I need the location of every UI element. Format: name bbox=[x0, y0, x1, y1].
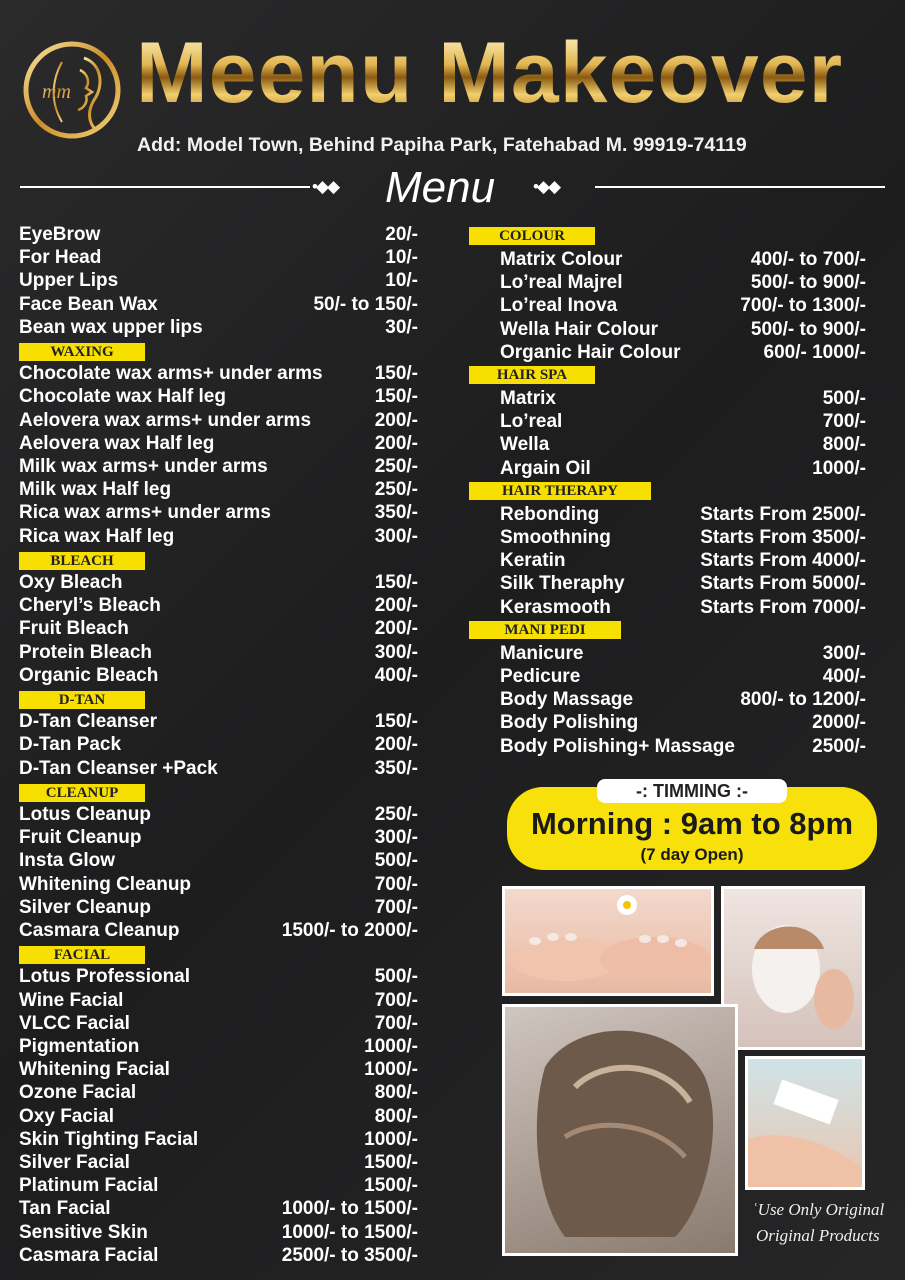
price-row bbox=[19, 758, 418, 781]
service-name: Manicure bbox=[500, 642, 584, 664]
brand-logo-icon bbox=[22, 40, 122, 140]
service-name: Keratin bbox=[500, 550, 566, 572]
section-header-bleach: BLEACH bbox=[19, 552, 145, 570]
service-price: 350/- bbox=[374, 502, 418, 524]
service-price: 1500/- to 2000/- bbox=[281, 920, 418, 941]
price-row bbox=[19, 618, 418, 641]
price-row bbox=[19, 1036, 418, 1059]
price-row bbox=[500, 689, 866, 712]
section-header-hairspa: HAIR SPA bbox=[469, 366, 595, 384]
price-row bbox=[500, 458, 866, 481]
service-name: Fruit Cleanup bbox=[19, 827, 142, 849]
waxing-photo bbox=[745, 1056, 865, 1190]
service-price: 50/- to 150/- bbox=[313, 293, 418, 315]
price-row bbox=[19, 711, 418, 734]
price-row bbox=[500, 342, 866, 365]
service-name: Rebonding bbox=[500, 503, 600, 525]
service-price: Starts From 5000/- bbox=[700, 573, 866, 595]
section-header-colour: COLOUR bbox=[469, 227, 595, 245]
service-name: Body Massage bbox=[500, 689, 634, 711]
service-name: D-Tan Cleanser bbox=[19, 711, 157, 733]
service-price: 1000/- bbox=[812, 457, 866, 479]
service-name: D-Tan Cleanser +Pack bbox=[19, 757, 218, 779]
service-price: 700/- bbox=[822, 411, 866, 433]
service-name: Body Polishing bbox=[500, 712, 639, 734]
price-row bbox=[500, 411, 866, 434]
price-row bbox=[500, 597, 866, 620]
price-row bbox=[500, 573, 866, 596]
price-row bbox=[500, 712, 866, 735]
service-price: 800/- bbox=[374, 1105, 418, 1127]
price-row bbox=[19, 1245, 418, 1268]
price-row bbox=[19, 850, 418, 873]
brand-title: Meenu Makeover bbox=[136, 25, 844, 121]
service-price: 300/- bbox=[822, 642, 866, 664]
price-row bbox=[19, 479, 418, 502]
price-row bbox=[19, 224, 418, 247]
timing-days: (7 day Open) bbox=[640, 845, 744, 864]
service-price: 10/- bbox=[385, 247, 418, 269]
service-name: Wella bbox=[500, 434, 550, 456]
service-price: 20/- bbox=[385, 224, 418, 245]
service-price: 250/- bbox=[374, 479, 418, 501]
service-price: 200/- bbox=[374, 618, 418, 640]
service-name: Silver Cleanup bbox=[19, 896, 151, 918]
service-name: Wine Facial bbox=[19, 989, 124, 1011]
service-name: Lo’real bbox=[500, 411, 563, 433]
service-price: 800/- bbox=[374, 1082, 418, 1104]
service-price: 300/- bbox=[374, 525, 418, 547]
service-name: VLCC Facial bbox=[19, 1012, 130, 1034]
service-name: Whitening Facial bbox=[19, 1059, 170, 1081]
price-row bbox=[500, 272, 866, 295]
service-name: Matrix Colour bbox=[500, 249, 623, 270]
service-price: 1000/- bbox=[364, 1128, 418, 1150]
service-name: Cheryl’s Bleach bbox=[19, 595, 161, 617]
price-row bbox=[500, 527, 866, 550]
service-name: EyeBrow bbox=[19, 224, 101, 245]
section-header-cleanup: CLEANUP bbox=[19, 784, 145, 802]
menu-divider-left bbox=[20, 186, 310, 188]
menu-heading: Menu bbox=[385, 163, 496, 212]
price-row bbox=[19, 920, 418, 943]
price-row bbox=[19, 456, 418, 479]
service-price: 10/- bbox=[385, 270, 418, 292]
price-row bbox=[19, 595, 418, 618]
price-row bbox=[500, 504, 866, 527]
price-row bbox=[19, 734, 418, 757]
price-row bbox=[19, 1175, 418, 1198]
price-row bbox=[19, 502, 418, 525]
service-name: Rica wax arms+ under arms bbox=[19, 502, 271, 524]
service-price: 150/- bbox=[374, 363, 418, 385]
price-row bbox=[500, 434, 866, 457]
price-row bbox=[19, 1106, 418, 1129]
service-price: 600/- 1000/- bbox=[763, 341, 866, 363]
price-row bbox=[19, 317, 418, 340]
service-name: Casmara Cleanup bbox=[19, 920, 180, 941]
service-price: 500/- bbox=[822, 388, 866, 409]
service-name: Casmara Facial bbox=[19, 1244, 159, 1266]
service-price: 1500/- bbox=[364, 1175, 418, 1197]
service-price: 700/- bbox=[374, 989, 418, 1011]
section-header-manipedi: MANI PEDI bbox=[469, 621, 621, 639]
service-price: Starts From 3500/- bbox=[700, 527, 866, 548]
price-row bbox=[19, 572, 418, 595]
svg-text:mm: mm bbox=[42, 81, 71, 103]
facial-photo bbox=[721, 886, 865, 1050]
price-row bbox=[500, 319, 866, 342]
price-row bbox=[19, 642, 418, 665]
service-price: 200/- bbox=[374, 595, 418, 617]
service-name: Chocolate wax arms+ under arms bbox=[19, 363, 323, 385]
service-price: 2000/- bbox=[812, 712, 866, 734]
service-price: 500/- bbox=[374, 850, 418, 872]
service-price: 200/- bbox=[374, 734, 418, 756]
price-row bbox=[19, 247, 418, 270]
service-name: Oxy Facial bbox=[19, 1105, 115, 1127]
service-price: 400/- to 700/- bbox=[750, 249, 866, 270]
service-name: Wella Hair Colour bbox=[500, 318, 659, 340]
service-name: Lotus Professional bbox=[19, 966, 191, 988]
service-price: 1500/- bbox=[364, 1152, 418, 1173]
service-name: Organic Bleach bbox=[19, 664, 159, 686]
service-price: 500/- bbox=[374, 966, 418, 988]
timing-hours: Morning : 9am to 8pm bbox=[530, 806, 854, 841]
tagline-line2: Original Products bbox=[756, 1226, 880, 1245]
service-price: 1000/- bbox=[364, 1036, 418, 1057]
service-name: D-Tan Pack bbox=[19, 734, 122, 756]
price-row bbox=[500, 550, 866, 573]
service-price: 200/- bbox=[374, 409, 418, 431]
price-row bbox=[19, 827, 418, 850]
price-row bbox=[19, 526, 418, 549]
service-price: 250/- bbox=[374, 804, 418, 825]
price-row bbox=[19, 1013, 418, 1036]
service-name: Ozone Facial bbox=[19, 1082, 137, 1104]
service-price: 1000/- bbox=[364, 1059, 418, 1081]
price-row bbox=[19, 990, 418, 1013]
menu-divider-right bbox=[595, 186, 885, 188]
section-header-dtan: D-TAN bbox=[19, 691, 145, 709]
service-price: 400/- bbox=[374, 664, 418, 686]
service-name: Whitening Cleanup bbox=[19, 873, 192, 895]
service-name: Platinum Facial bbox=[19, 1175, 159, 1197]
service-name: Argain Oil bbox=[500, 457, 591, 479]
price-row bbox=[19, 966, 418, 989]
service-price: 2500/- bbox=[812, 735, 866, 757]
pedicure-photo bbox=[502, 886, 714, 996]
service-price: 150/- bbox=[374, 386, 418, 408]
service-name: Body Polishing+ Massage bbox=[500, 735, 735, 757]
service-name: Lo’real Majrel bbox=[500, 272, 623, 294]
service-price: 2500/- to 3500/- bbox=[281, 1244, 418, 1266]
service-price: 700/- bbox=[374, 873, 418, 895]
service-name: Face Bean Wax bbox=[19, 293, 158, 315]
service-name: Tan Facial bbox=[19, 1198, 111, 1220]
service-name: Silver Facial bbox=[19, 1152, 130, 1173]
price-row bbox=[500, 388, 866, 411]
service-name: Lotus Cleanup bbox=[19, 804, 151, 825]
service-name: Sensitive Skin bbox=[19, 1221, 148, 1243]
section-header-waxing: WAXING bbox=[19, 343, 145, 361]
hair-photo bbox=[502, 1004, 738, 1256]
service-name: Aelovera wax Half leg bbox=[19, 432, 215, 454]
service-name: Milk wax arms+ under arms bbox=[19, 456, 268, 477]
service-name: Matrix bbox=[500, 388, 556, 409]
service-price: Starts From 7000/- bbox=[700, 596, 866, 618]
service-price: 150/- bbox=[374, 711, 418, 733]
timing-label: -: TIMMING :- bbox=[597, 779, 787, 803]
service-price: 700/- to 1300/- bbox=[740, 295, 866, 317]
price-row bbox=[19, 1222, 418, 1245]
service-price: 500/- to 900/- bbox=[750, 318, 866, 340]
service-price: 30/- bbox=[385, 316, 418, 338]
service-name: Upper Lips bbox=[19, 270, 119, 292]
service-price: 500/- to 900/- bbox=[750, 272, 866, 294]
service-name: Chocolate wax Half leg bbox=[19, 386, 226, 408]
price-row bbox=[500, 295, 866, 318]
price-row bbox=[19, 1082, 418, 1105]
service-name: Pigmentation bbox=[19, 1036, 140, 1057]
section-header-hairtherapy: HAIR THERAPY bbox=[469, 482, 651, 500]
price-row bbox=[19, 874, 418, 897]
service-price: 1000/- to 1500/- bbox=[281, 1221, 418, 1243]
service-name: Fruit Bleach bbox=[19, 618, 129, 640]
service-name: Protein Bleach bbox=[19, 641, 153, 663]
menu-ornament-right: •◆◆ bbox=[533, 177, 560, 196]
price-row bbox=[19, 1059, 418, 1082]
service-name: Aelovera wax arms+ under arms bbox=[19, 409, 312, 431]
price-row bbox=[19, 410, 418, 433]
service-price: Starts From 4000/- bbox=[700, 550, 866, 572]
service-price: 400/- bbox=[822, 666, 866, 687]
service-name: Kerasmooth bbox=[500, 596, 611, 618]
service-price: 800/- to 1200/- bbox=[740, 689, 866, 711]
service-name: For Head bbox=[19, 247, 102, 269]
price-row bbox=[19, 804, 418, 827]
price-row bbox=[500, 736, 866, 759]
brand-address: Add: Model Town, Behind Papiha Park, Fatehabad M. 99919-74119 bbox=[137, 134, 747, 156]
price-row bbox=[19, 1129, 418, 1152]
price-row bbox=[19, 386, 418, 409]
service-name: Milk wax Half leg bbox=[19, 479, 172, 501]
service-name: Skin Tighting Facial bbox=[19, 1128, 199, 1150]
service-price: Starts From 2500/- bbox=[700, 503, 866, 525]
service-name: Organic Hair Colour bbox=[500, 341, 681, 363]
section-header-facial: FACIAL bbox=[19, 946, 145, 964]
service-price: 200/- bbox=[374, 432, 418, 454]
service-price: 1000/- to 1500/- bbox=[281, 1198, 418, 1220]
price-row bbox=[500, 643, 866, 666]
price-row bbox=[19, 1198, 418, 1221]
menu-ornament-left: •◆◆ bbox=[312, 177, 339, 196]
service-name: Insta Glow bbox=[19, 850, 116, 872]
service-name: Lo’real Inova bbox=[500, 295, 618, 317]
service-price: 250/- bbox=[374, 456, 418, 477]
service-name: Rica wax Half leg bbox=[19, 525, 175, 547]
price-row bbox=[500, 249, 866, 272]
price-row bbox=[19, 294, 418, 317]
service-name: Bean wax upper lips bbox=[19, 316, 203, 338]
tagline-line1: ʿUse Only Original bbox=[752, 1200, 885, 1219]
price-row bbox=[500, 666, 866, 689]
service-price: 350/- bbox=[374, 757, 418, 779]
price-row bbox=[19, 433, 418, 456]
service-name: Smoothning bbox=[500, 527, 611, 548]
price-row bbox=[19, 665, 418, 688]
service-name: Pedicure bbox=[500, 666, 581, 687]
price-row bbox=[19, 897, 418, 920]
service-name: Oxy Bleach bbox=[19, 572, 123, 593]
service-price: 300/- bbox=[374, 827, 418, 849]
price-row bbox=[19, 1152, 418, 1175]
service-price: 700/- bbox=[374, 1012, 418, 1034]
service-price: 800/- bbox=[822, 434, 866, 456]
price-row bbox=[19, 270, 418, 293]
price-row bbox=[19, 363, 418, 386]
service-price: 150/- bbox=[374, 572, 418, 593]
service-name: Silk Theraphy bbox=[500, 573, 625, 595]
service-price: 300/- bbox=[374, 641, 418, 663]
service-price: 700/- bbox=[374, 896, 418, 918]
